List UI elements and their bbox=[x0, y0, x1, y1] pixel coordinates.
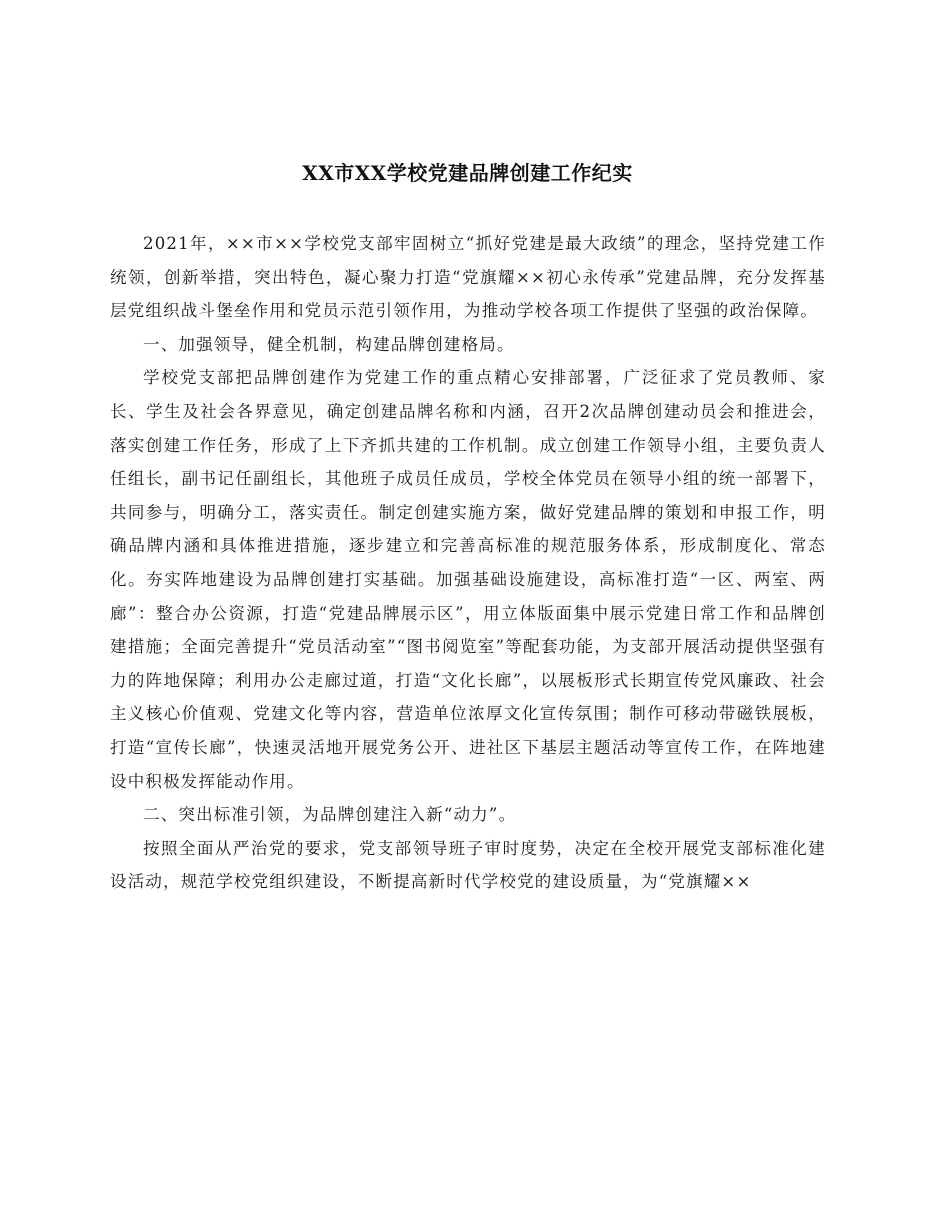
section-heading-1: 一、加强领导，健全机制，构建品牌创建格局。 bbox=[143, 334, 515, 354]
section-heading-2: 二、突出标准引领，为品牌创建注入新“动力”。 bbox=[143, 805, 517, 825]
document-body bbox=[110, 227, 826, 899]
document-title: XX市XX学校党建品牌创建工作纪实 bbox=[302, 161, 633, 185]
paragraph-intro: 2021年，××市××学校党支部牢固树立“抓好党建是最大政绩”的理念，坚持党建工作统领，创新举措，突出特色，凝心聚力打造“党旗耀××初心永传承”党建品牌，充分发挥基层党组织战斗堡垒作用和党员示范引领作用，为推动学校各项工作提供了坚强的政治保障。 bbox=[110, 234, 826, 321]
paragraph-section-1: 学校党支部把品牌创建作为党建工作的重点精心安排部署，广泛征求了党员教师、家长、学生及社会各界意见，确定创建品牌名称和内涵，召开2次品牌创建动员会和推进会，落实创建工作任务，形成了上下齐抓共建的工作机制。成立创建工作领导小组，主要负责人任组长，副书记任副组长，其他班子成员任成员，学校全体党员在领导小组的统一部署下，共同参与，明确分工，落实责任。制定创建实施方案，做好党建品牌的策划和申报工作，明确品牌内涵和具体推进措施，逐步建立和完善高标准的规范服务体系，形成制度化、常态化。夯实阵地建设为品牌创建打实基础。加强基础设施建设，高标准打造“一区、两室、两廊”：整合办公资源，打造“党建品牌展示区”，用立体版面集中展示党建日常工作和品牌创建措施；全面完善提升“党员活动室”“图书阅览室”等配套功能，为支部开展活动提供坚强有力的阵地保障；利用办公走廊过道，打造“文化长廊”，以展板形式长期宣传党风廉政、社会主义核心价值观、党建文化等内容，营造单位浓厚文化宣传氛围；制作可移动带磁铁展板，打造“宣传长廊”，快速灵活地开展党务公开、进社区下基层主题活动等宣传工作，在阵地建设中积极发挥能动作用。 bbox=[110, 368, 826, 791]
paragraph-section-2: 按照全面从严治党的要求，党支部领导班子审时度势，决定在全校开展党支部标准化建设活动，规范学校党组织建设，不断提高新时代学校党的建设质量，为“党旗耀×× bbox=[110, 838, 826, 892]
